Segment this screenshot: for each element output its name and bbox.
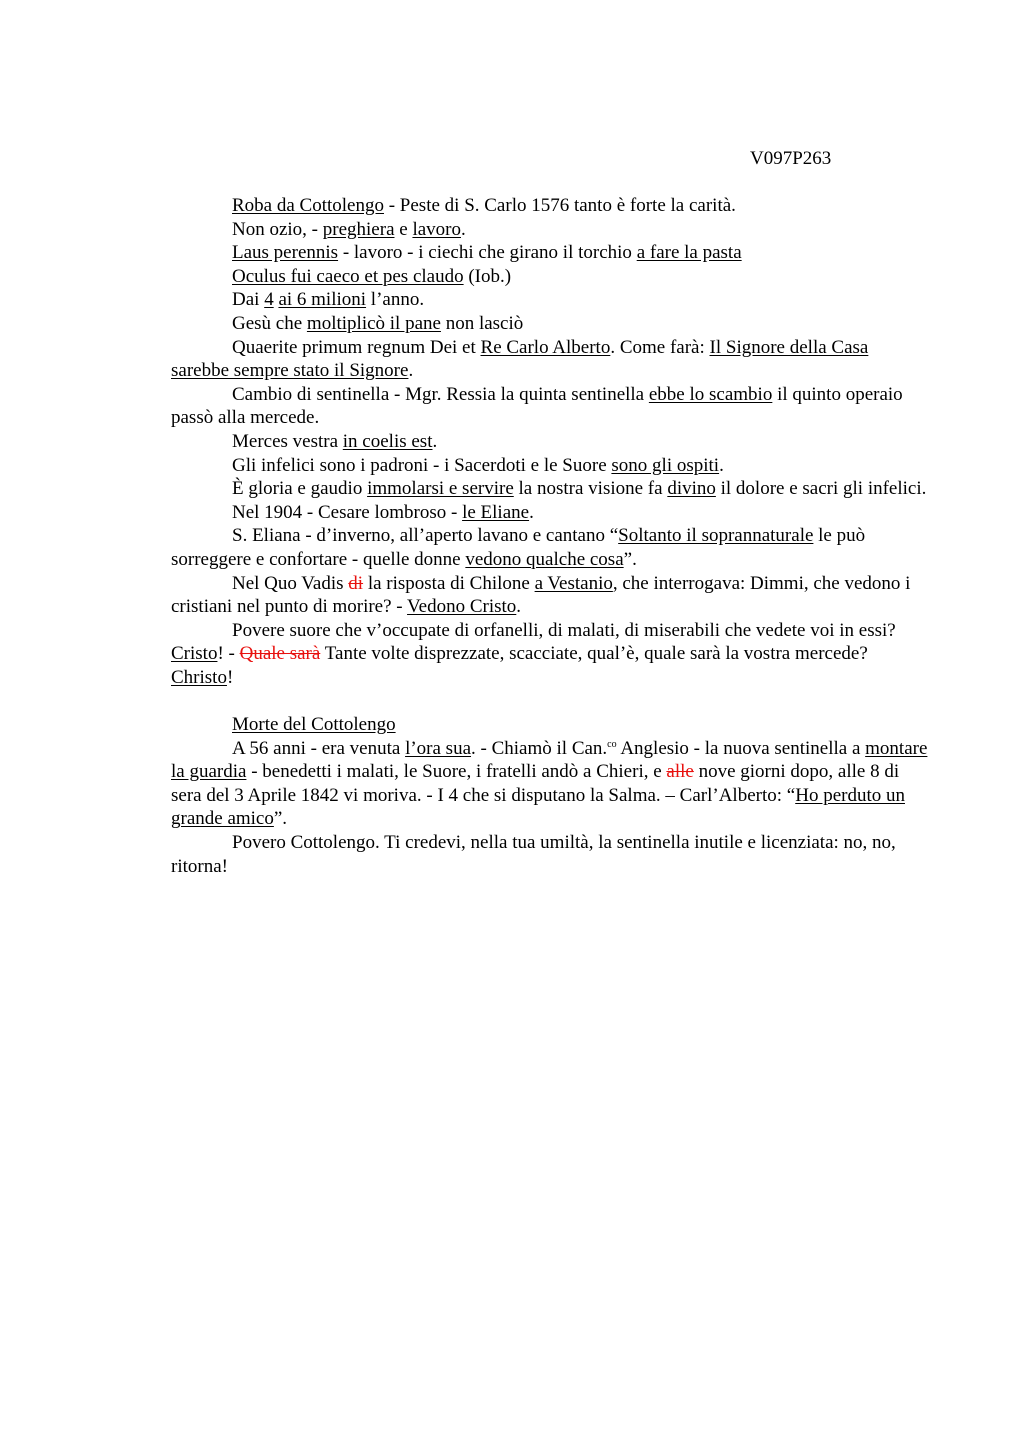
struck-text: alle: [666, 761, 694, 783]
paragraph: [171, 831, 931, 878]
text-run: nove giorni dopo, alle 8 di sera del 3 Aprile 1842 vi moriva. - I 4 che si disputano la Salma. – Carl’Alberto: “: [171, 761, 900, 806]
underlined-text: Laus perennis: [232, 242, 339, 264]
underlined-text: a fare la pasta: [636, 242, 742, 264]
underlined-text: moltiplicò il pane: [306, 312, 441, 334]
underlined-text: divino: [667, 478, 716, 500]
paragraph: [171, 737, 931, 831]
text-run: . - Chiamò il Can.: [471, 737, 608, 759]
underlined-text: Soltanto il soprannaturale: [618, 525, 814, 547]
paragraph: [171, 265, 931, 289]
underlined-text: immolarsi e servire: [367, 478, 514, 500]
page-identifier: V097P263: [750, 148, 832, 169]
paragraph: [171, 218, 931, 242]
text-run: ! -: [217, 643, 240, 665]
paragraph: [171, 572, 931, 619]
text-run: Povero Cottolengo. Ti credevi, nella tua umiltà, la sentinella inutile e licenziata: no, no, ritorna!: [171, 832, 896, 877]
paragraph: [171, 194, 931, 218]
document-body: [171, 194, 931, 878]
struck-text: di: [348, 572, 364, 594]
text-run: Cambio di sentinella - Mgr. Ressia la quinta sentinella: [232, 383, 649, 405]
text-run: la risposta di Chilone: [363, 572, 535, 594]
text-run: !: [226, 666, 234, 688]
underlined-text: Ho perduto un grande amico: [171, 784, 905, 830]
paragraph: [171, 241, 931, 265]
text-run: Nel Quo Vadis: [232, 572, 349, 594]
text-run: .: [432, 430, 438, 452]
text-run: .: [460, 218, 466, 240]
paragraph: [171, 430, 931, 454]
text-run: .: [408, 360, 414, 382]
underlined-text: montare la guardia: [171, 737, 928, 783]
underlined-text: Cristo: [171, 643, 218, 665]
text-run: Gli infelici sono i padroni - i Sacerdoti e le Suore: [232, 454, 612, 476]
paragraph: [171, 288, 931, 312]
underlined-text: preghiera: [322, 218, 395, 240]
paragraph: [171, 713, 931, 737]
underlined-text: lavoro: [412, 218, 461, 240]
text-run: .: [529, 501, 534, 523]
text-run: Merces vestra: [232, 430, 343, 452]
text-run: il quinto operaio passò alla mercede.: [171, 383, 903, 429]
underlined-text: Vedono Cristo: [407, 596, 517, 618]
text-run: - Peste di S. Carlo 1576 tanto è forte la carità.: [383, 195, 736, 216]
text-run: e: [394, 218, 413, 240]
text-run: ”.: [623, 548, 637, 570]
paragraph: [171, 501, 931, 525]
underlined-text: Morte del Cottolengo: [232, 714, 396, 736]
text-run: non lasciò: [440, 312, 524, 334]
text-run: ”.: [273, 808, 288, 830]
paragraph: [171, 312, 931, 336]
text-run: È gloria e gaudio: [232, 478, 368, 500]
paragraph: [171, 383, 931, 430]
text-run: .: [719, 454, 724, 476]
paragraph-gap: [171, 689, 931, 713]
paragraph: [171, 454, 931, 478]
struck-text: Quale sarà: [239, 643, 321, 665]
text-run: la nostra visione fa: [513, 478, 668, 500]
underlined-text: vedono qualche cosa: [465, 548, 624, 570]
text-run: Tante volte disprezzate, scacciate, qual’è, quale sarà la vostra mercede?: [320, 643, 868, 665]
underlined-text: Christo: [171, 666, 227, 688]
underlined-text: Il Signore della Casa sarebbe sempre stato il Signore: [171, 336, 869, 382]
underlined-text: in coelis est: [342, 430, 433, 452]
text-run: (Iob.): [463, 265, 512, 287]
underlined-text: 4: [264, 289, 274, 311]
text-run: Non ozio, -: [232, 218, 323, 240]
text-run: l’anno.: [366, 289, 425, 311]
underlined-text: ai 6 milioni: [278, 289, 367, 311]
text-run: Povere suore che v’occupate di orfanelli, di malati, di miserabili che vedete voi in essi?: [232, 619, 896, 641]
text-run: , che interrogava: Dimmi, che vedono i cristiani nel punto di morire? -: [171, 572, 911, 618]
paragraph: [171, 619, 931, 690]
text-run: S. Eliana - d’inverno, all’aperto lavano e cantano “: [232, 525, 619, 547]
text-run: le può sorreggere e confortare - quelle donne: [171, 525, 866, 570]
text-run: .: [516, 596, 522, 618]
underlined-text: Roba da Cottolengo: [232, 195, 384, 216]
underlined-text: l’ora sua: [405, 737, 472, 759]
underlined-text: le Eliane: [462, 501, 530, 523]
paragraph: [171, 336, 931, 383]
text-run: Dai: [232, 289, 265, 311]
underlined-text: a Vestanio: [534, 572, 613, 594]
text-run: . Come farà:: [610, 336, 710, 358]
text-run: Gesù che: [232, 312, 307, 334]
underlined-text: Re Carlo Alberto: [480, 336, 611, 358]
text-run: il dolore e sacri gli infelici.: [715, 478, 927, 500]
paragraph: [171, 477, 931, 501]
underlined-text: sono gli ospiti: [611, 454, 720, 476]
text-run: A 56 anni - era venuta: [232, 737, 406, 759]
text-run: Anglesio - la nuova sentinella a: [616, 737, 866, 759]
text-run: - benedetti i malati, le Suore, i fratelli andò a Chieri, e: [246, 761, 667, 783]
text-run: Quaerite primum regnum Dei et: [232, 336, 481, 358]
paragraph: [171, 524, 931, 571]
superscript-text: co: [607, 738, 617, 750]
underlined-text: ebbe lo scambio: [648, 383, 773, 405]
underlined-text: Oculus fui caeco et pes claudo: [232, 265, 464, 287]
text-run: - lavoro - i ciechi che girano il torchio: [338, 242, 637, 264]
text-run: Nel 1904 - Cesare lombroso -: [232, 501, 463, 523]
